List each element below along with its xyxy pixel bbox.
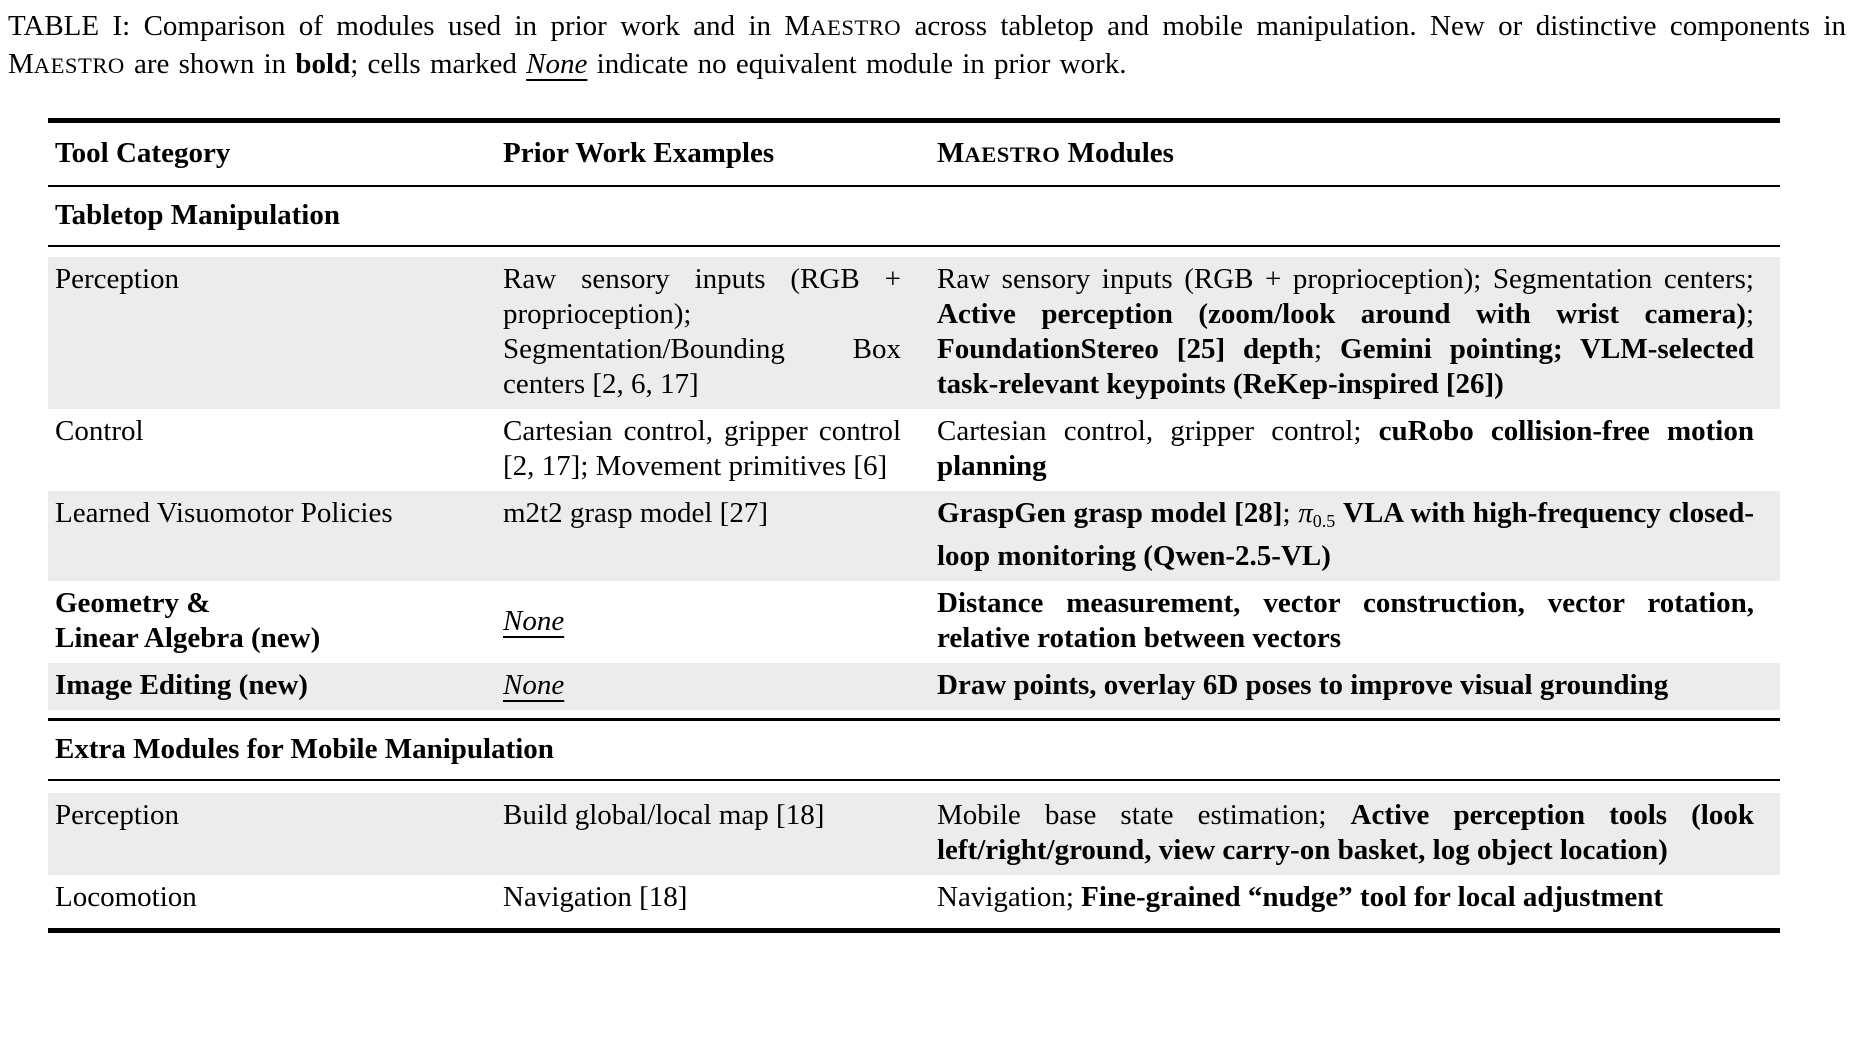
mobile-rows <box>48 793 1780 922</box>
table-caption: TABLE I: Comparison of modules used in prior work and in MAESTRO across tabletop and mobile manipulation. New or distinctive components in MAESTRO are shown in bold; cells marked None indicate no equivalent module in prior work. <box>8 10 1846 80</box>
cell-maestro-modules: Raw sensory inputs (RGB + proprioception); Segmentation centers; Active perception (zoom/look around with wrist camera); FoundationStereo [25] depth; Gemini pointing; VLM-selected task-relevant keypoints (ReKep-inspired [26]) <box>937 263 1754 400</box>
cell-prior-work: Cartesian control, gripper control [2, 17]; Movement primitives [6] <box>503 415 901 482</box>
section-header-mobile: Extra Modules for Mobile Manipulation <box>48 721 1780 781</box>
cell-tool-category: Learned Visuomotor Policies <box>55 497 393 529</box>
cell-tool-category: Perception <box>55 263 180 295</box>
table-row <box>48 663 1780 710</box>
cell-tool-category: Control <box>55 415 144 447</box>
table-row <box>48 491 1780 581</box>
table-row <box>48 793 1780 875</box>
cell-maestro-modules: Distance measurement, vector construction, vector rotation, relative rotation between vectors <box>937 587 1754 655</box>
comparison-table <box>48 118 1780 933</box>
cell-maestro-modules: Draw points, overlay 6D poses to improve visual grounding <box>937 669 1669 702</box>
table-row <box>48 257 1780 409</box>
cell-maestro-modules: Cartesian control, gripper control; cuRobo collision-free motion planning <box>937 415 1754 482</box>
column-header-tool-category: Tool Category <box>55 137 231 169</box>
table-bottom-rule <box>48 928 1780 933</box>
cell-prior-work: Navigation [18] <box>503 881 688 914</box>
cell-tool-category: Geometry & Linear Algebra (new) <box>55 587 321 655</box>
cell-tool-category: Image Editing (new) <box>55 669 308 702</box>
tabletop-rows <box>48 257 1780 710</box>
cell-maestro-modules: Mobile base state estimation; Active perception tools (look left/right/ground, view carry-on basket, log object location) <box>937 799 1754 867</box>
column-header-prior-work: Prior Work Examples <box>503 137 775 169</box>
cell-prior-work: Build global/local map [18] <box>503 799 825 832</box>
table-row <box>48 409 1780 491</box>
table-header-row <box>48 123 1780 187</box>
cell-prior-work: m2t2 grasp model [27] <box>503 497 768 529</box>
cell-prior-work: Raw sensory inputs (RGB + proprioception); Segmentation/Bounding Box centers [2, 6, 17] <box>503 263 901 400</box>
cell-maestro-modules: GraspGen grasp model [28]; π0.5 VLA with high-frequency closed-loop monitoring (Qwen-2.5-VL) <box>937 497 1755 573</box>
table-row <box>48 875 1780 922</box>
cell-prior-work: None <box>503 604 565 637</box>
cell-tool-category: Perception <box>55 799 180 832</box>
cell-tool-category: Locomotion <box>55 881 197 914</box>
table-row <box>48 581 1780 663</box>
cell-prior-work: None <box>503 669 565 702</box>
column-header-maestro-modules: MAESTRO Modules <box>937 137 1174 169</box>
section-header-tabletop: Tabletop Manipulation <box>48 187 1780 247</box>
cell-maestro-modules: Navigation; Fine-grained “nudge” tool for local adjustment <box>937 881 1664 914</box>
